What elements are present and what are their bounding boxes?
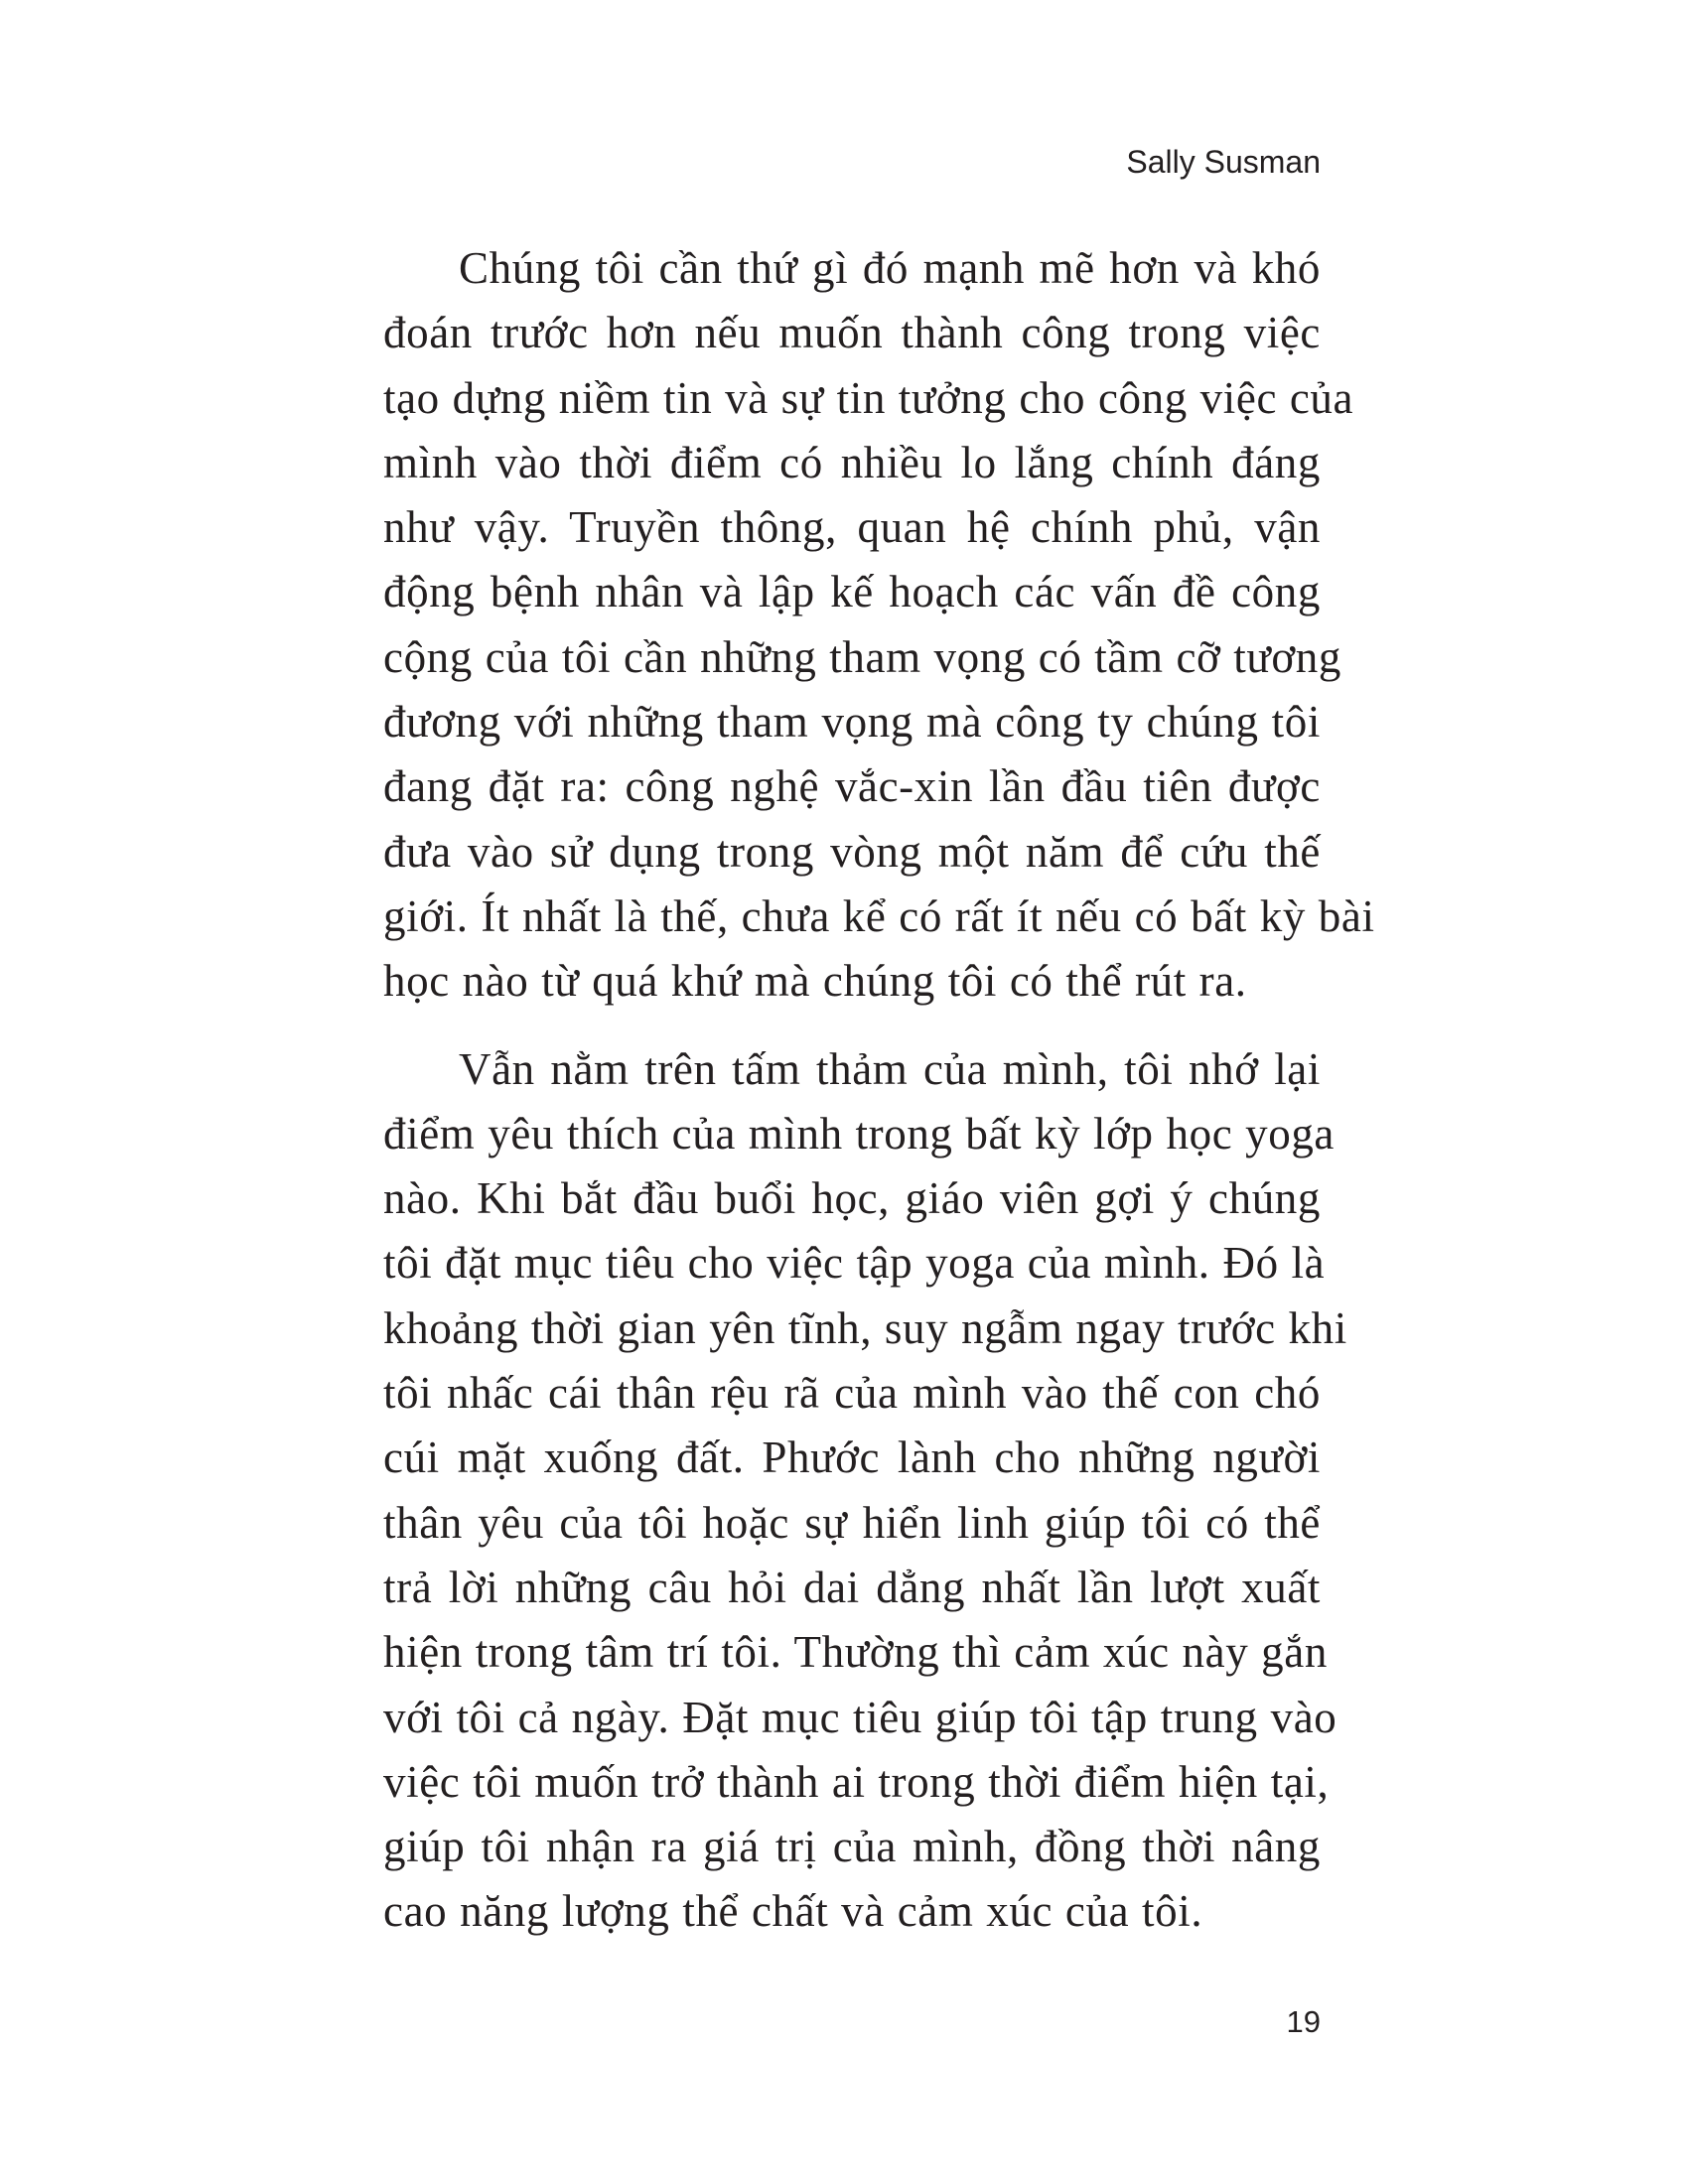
running-head-author: Sally Susman [1126,144,1321,180]
paragraph-2 [383,1037,1347,1945]
text-line: mình vào thời điểm có nhiều lo lắng chính đáng [383,437,1321,487]
text-line: việc tôi muốn trở thành ai trong thời điểm hiện tại, [383,1756,1330,1807]
text-line: tôi đặt mục tiêu cho việc tập yoga của mình. Đó là [383,1238,1326,1289]
text-line: tôi nhấc cái thân rệu rã của mình vào thế con chó [383,1368,1321,1419]
text-line: đoán trước hơn nếu muốn thành công trong việc [383,308,1321,358]
text-line: đưa vào sử dụng trong vòng một năm để cứu thế [383,826,1321,877]
text-line: điểm yêu thích của mình trong bất kỳ lớp học yoga [383,1108,1335,1159]
text-line: đang đặt ra: công nghệ vắc-xin lần đầu tiên được [383,761,1321,812]
text-line: khoảng thời gian yên tĩnh, suy ngẫm ngay trước khi [383,1302,1347,1353]
paragraph-1 [383,236,1375,1015]
text-line: trả lời những câu hỏi dai dẳng nhất lần lượt xuất [383,1562,1321,1612]
text-line: thân yêu của tôi hoặc sự hiển linh giúp tôi có thể [383,1497,1321,1548]
text-line: cúi mặt xuống đất. Phước lành cho những người [383,1433,1321,1483]
text-line: cộng của tôi cần những tham vọng có tầm cỡ tương [383,631,1341,682]
text-line: giúp tôi nhận ra giá trị của mình, đồng thời nâng [383,1822,1321,1872]
text-line: đương với những tham vọng mà công ty chúng tôi [383,697,1321,748]
text-line: với tôi cả ngày. Đặt mục tiêu giúp tôi tập trung vào [383,1692,1337,1742]
text-line: giới. Ít nhất là thế, chưa kể có rất ít nếu có bất kỳ bài [383,890,1375,941]
page-number: 19 [1286,2004,1321,2039]
body-text [383,236,1375,1945]
text-line: Vẫn nằm trên tấm thảm của mình, tôi nhớ lại [459,1043,1321,1094]
text-line: cao năng lượng thể chất và cảm xúc của tôi. [383,1886,1203,1937]
text-line: động bệnh nhân và lập kế hoạch các vấn đề công [383,567,1321,617]
text-line: tạo dựng niềm tin và sự tin tưởng cho công việc của [383,372,1354,423]
text-line: nào. Khi bắt đầu buổi học, giáo viên gợi ý chúng [383,1173,1321,1224]
text-line: học nào từ quá khứ mà chúng tôi có thể rút ra. [383,956,1247,1007]
text-line: Chúng tôi cần thứ gì đó mạnh mẽ hơn và khó [459,243,1321,293]
text-line: hiện trong tâm trí tôi. Thường thì cảm xúc này gắn [383,1627,1328,1678]
text-line: như vậy. Truyền thông, quan hệ chính phủ, vận [383,502,1321,553]
